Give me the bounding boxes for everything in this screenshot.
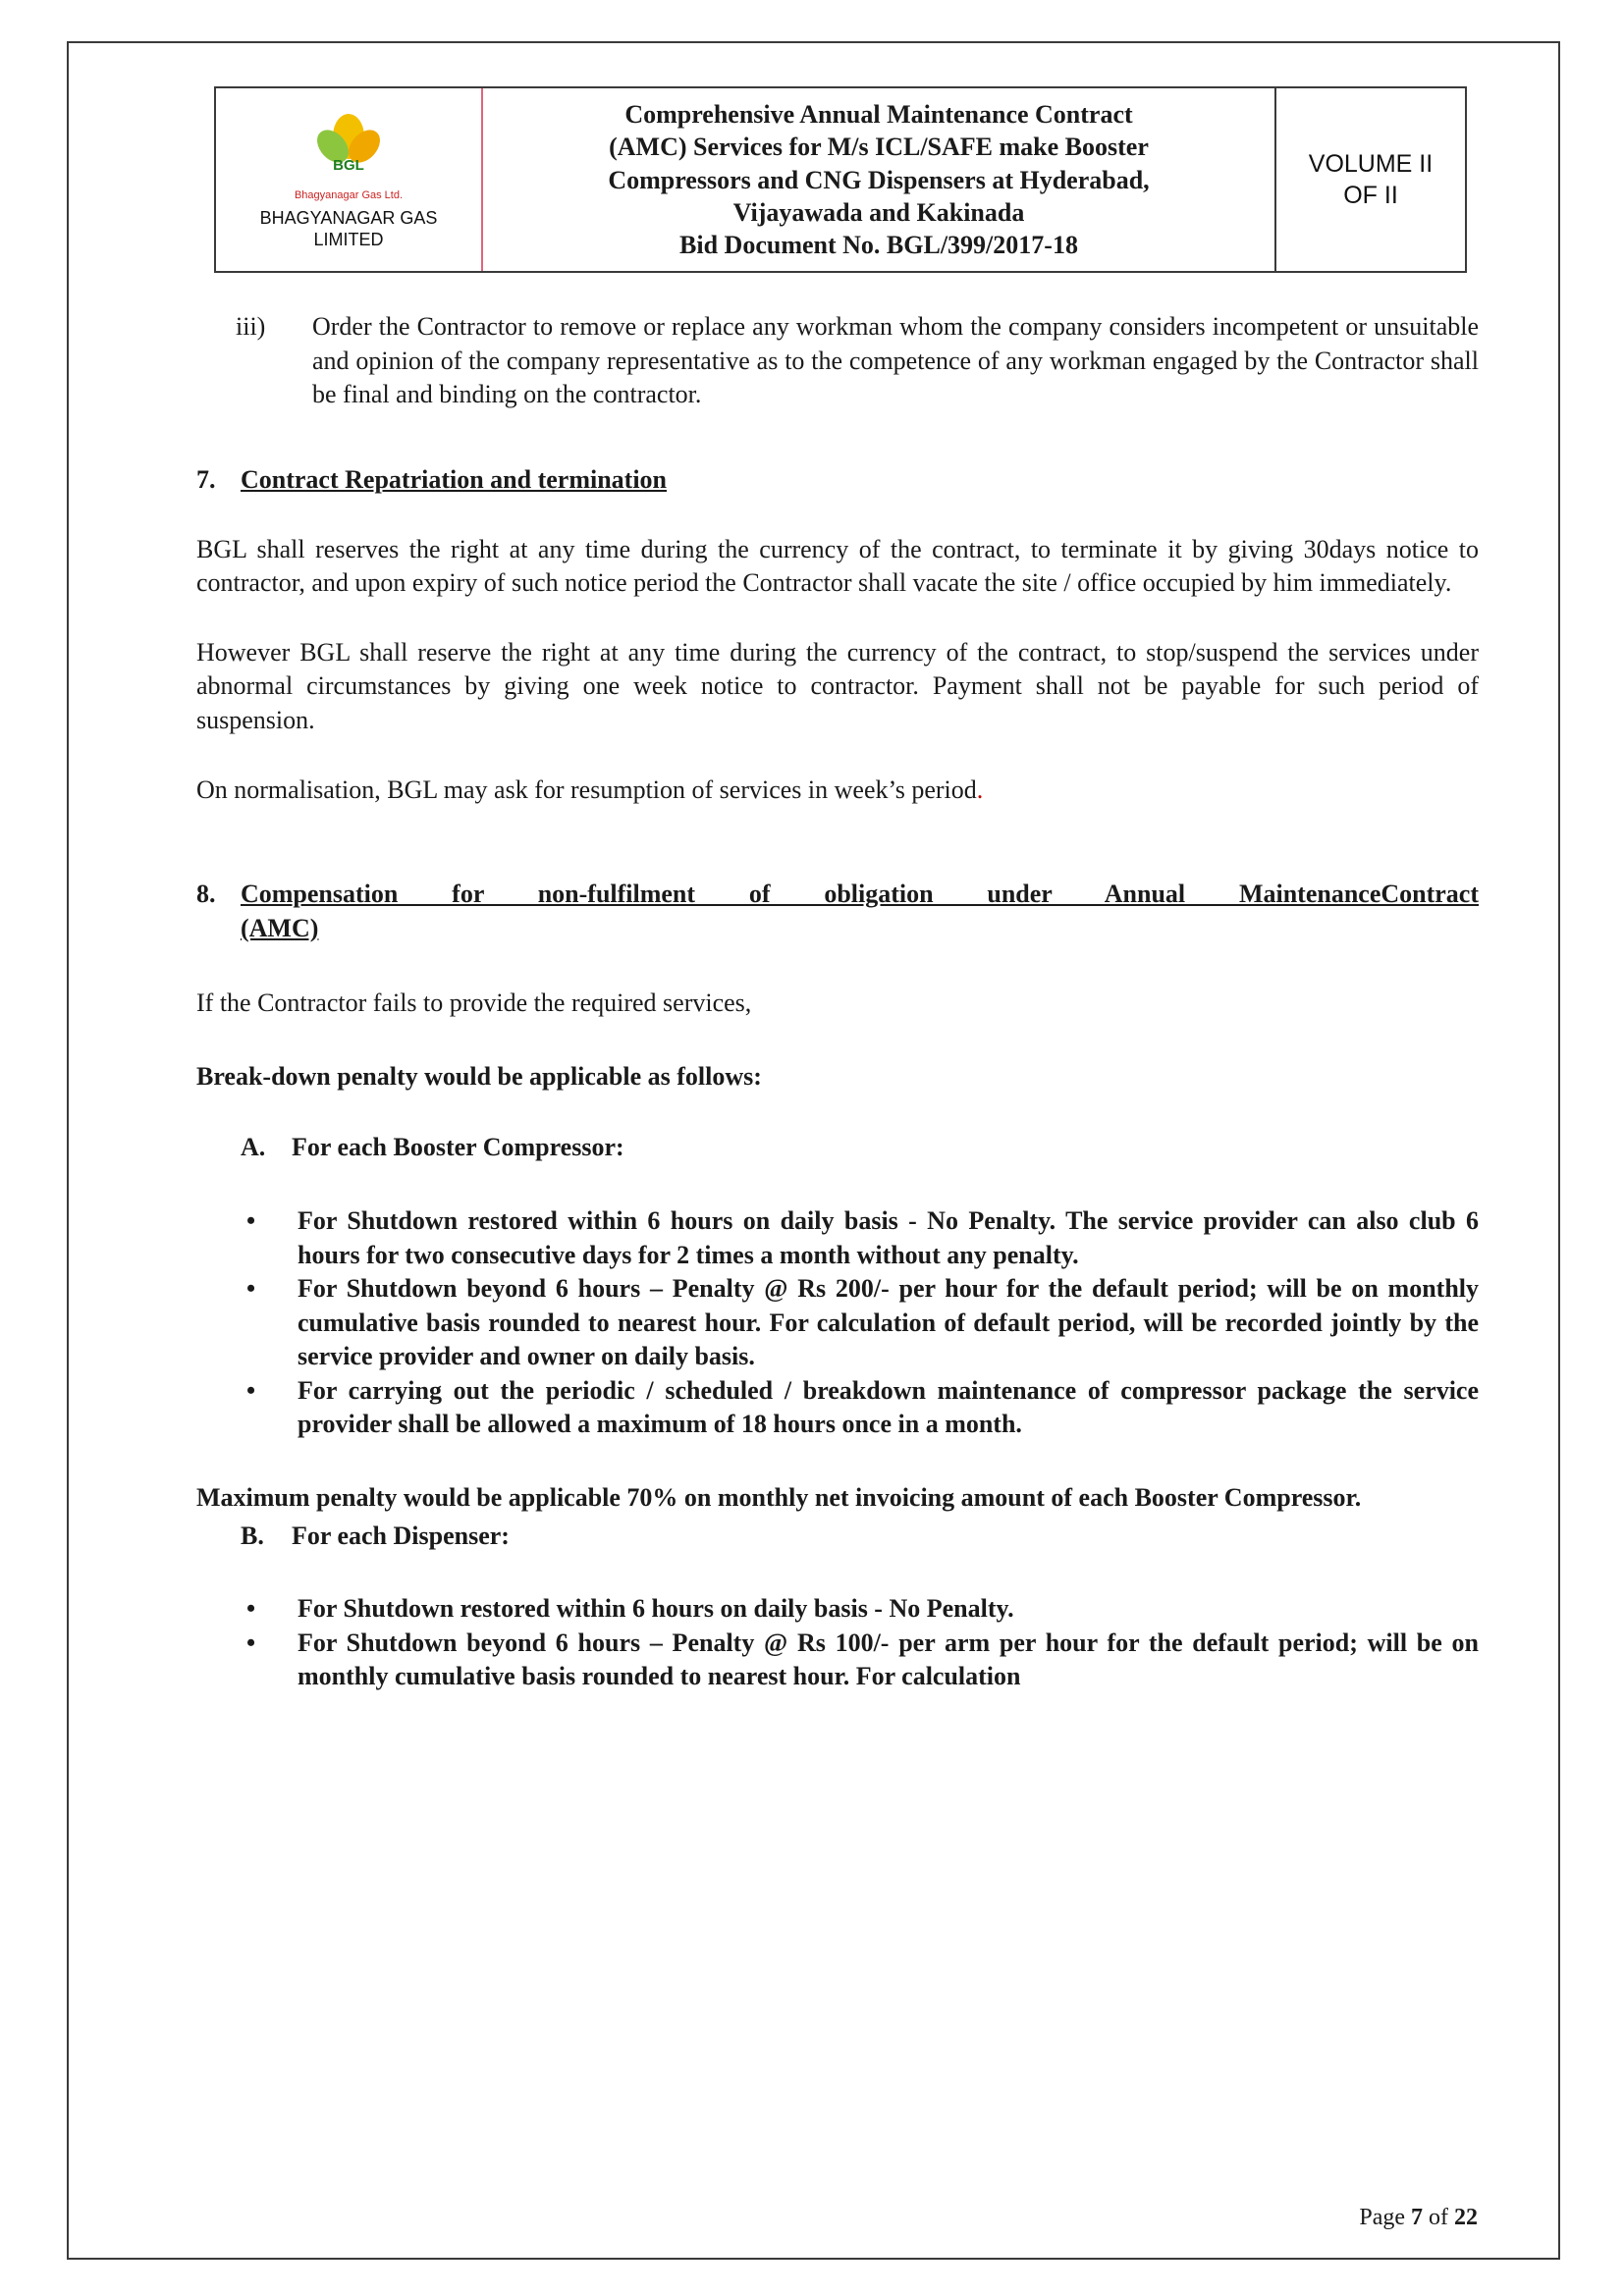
section7-title: Contract Repatriation and termination	[241, 465, 668, 495]
volume-line-2: OF II	[1343, 182, 1398, 210]
breakdown-penalty-heading: Break-down penalty would be applicable as follows:	[196, 1061, 762, 1091]
footer-prefix: Page	[1359, 2205, 1411, 2230]
document-title	[483, 88, 1276, 271]
list-item-iii-marker: iii)	[236, 312, 266, 342]
footer-page-total: 22	[1454, 2205, 1478, 2230]
logo-cell	[216, 88, 483, 271]
section7-paragraph-2: However BGL shall reserve the right at any time during the currency of the contract, to stop/suspend the services under abnormal circumstances by giving one week notice to contractor. Payment shall not be payable for such period of suspension.	[196, 637, 1479, 734]
section8-number: 8.	[196, 880, 216, 909]
title-line-3: Compressors and CNG Dispensers at Hyderabad,	[608, 165, 1150, 194]
part-b-label: B.	[241, 1521, 264, 1550]
bullet-item	[241, 1592, 1479, 1627]
bullet-icon: •	[246, 1206, 256, 1235]
title-line-1: Comprehensive Annual Maintenance Contract	[624, 100, 1133, 129]
section7-paragraph-3	[196, 774, 1479, 808]
company-name-line1: BHAGYANAGAR GAS	[259, 207, 438, 228]
bullet-text: For Shutdown beyond 6 hours – Penalty @ Rs 200/- per hour for the default period; will be on monthly cumulative basis rounded to nearest hour. For calculation of default period, will be recorded jointly by the service provider and owner on daily basis.	[298, 1274, 1479, 1371]
document-content	[196, 86, 1479, 1694]
bullet-icon: •	[246, 1274, 256, 1304]
bullet-text: For Shutdown restored within 6 hours on daily basis - No Penalty.	[298, 1594, 1014, 1624]
bullet-item	[241, 1272, 1479, 1374]
red-period: .	[976, 774, 984, 804]
bgl-logo-icon	[301, 109, 396, 191]
bullet-text: For carrying out the periodic / scheduled / breakdown maintenance of compressor package the service provider shall be allowed a maximum of 18 hours once in a month.	[298, 1375, 1479, 1439]
bullet-item	[241, 1374, 1479, 1442]
logo-monogram: BGL	[333, 156, 364, 174]
volume-label	[1276, 88, 1465, 271]
footer-middle: of	[1423, 2205, 1454, 2230]
bullet-icon: •	[246, 1594, 256, 1624]
part-a-title: For each Booster Compressor:	[292, 1133, 624, 1162]
document-header-table	[214, 86, 1467, 273]
bullet-icon: •	[246, 1628, 256, 1657]
part-b-title: For each Dispenser:	[292, 1521, 510, 1550]
page-footer	[1359, 2205, 1478, 2231]
part-b-heading	[241, 1520, 1479, 1554]
title-line-5: Bid Document No. BGL/399/2017-18	[679, 231, 1078, 260]
footer-page-number: 7	[1411, 2205, 1423, 2230]
logo-subtext: Bhagyanagar Gas Ltd.	[294, 188, 404, 201]
section8-intro: If the Contractor fails to provide the required services,	[196, 988, 752, 1018]
part-a-label: A.	[241, 1133, 266, 1162]
section8-title	[241, 878, 1479, 945]
company-name	[260, 207, 438, 251]
max-penalty-text: Maximum penalty would be applicable 70% on monthly net invoicing amount of each Booster Compressor.	[196, 1483, 1362, 1513]
section7-heading	[196, 463, 1479, 498]
company-name-line2: LIMITED	[313, 230, 384, 250]
bullet-item	[241, 1627, 1479, 1694]
bullet-text: For Shutdown beyond 6 hours – Penalty @ Rs 100/- per arm per hour for the default period; will be on monthly cumulative basis rounded to nearest hour. For calculation	[298, 1628, 1479, 1691]
bullet-text: For Shutdown restored within 6 hours on daily basis - No Penalty. The service provider can also club 6 hours for two consecutive days for 2 times a month without any penalty.	[298, 1206, 1479, 1269]
section8-title-line1: Compensation for non-fulfilment of obligation under Annual MaintenanceContract	[241, 880, 1479, 909]
section8-heading	[196, 878, 1479, 945]
list-item-iii	[236, 310, 1479, 412]
part-a-heading	[241, 1131, 1479, 1165]
bullet-icon: •	[246, 1375, 256, 1405]
volume-line-1: VOLUME II	[1308, 149, 1434, 178]
list-item-iii-text: Order the Contractor to remove or replace any workman whom the company considers incompetent or unsuitable and opinion of the company representative as to the competence of any workman engaged by the Contractor shall be final and binding on the contractor.	[312, 312, 1479, 409]
section7-paragraph-1: BGL shall reserves the right at any time during the currency of the contract, to terminate it by giving 30days notice to contractor, and upon expiry of such notice period the Contractor shall vacate the site / office occupied by him immediately.	[196, 534, 1479, 598]
title-line-4: Vijayawada and Kakinada	[732, 197, 1025, 227]
section7-number: 7.	[196, 465, 216, 495]
section8-title-line2: (AMC)	[241, 913, 319, 942]
section7-paragraph-3-text: On normalisation, BGL may ask for resumption of services in week’s period	[196, 774, 977, 804]
title-line-2: (AMC) Services for M/s ICL/SAFE make Booster	[609, 133, 1149, 162]
bullet-item	[241, 1204, 1479, 1272]
